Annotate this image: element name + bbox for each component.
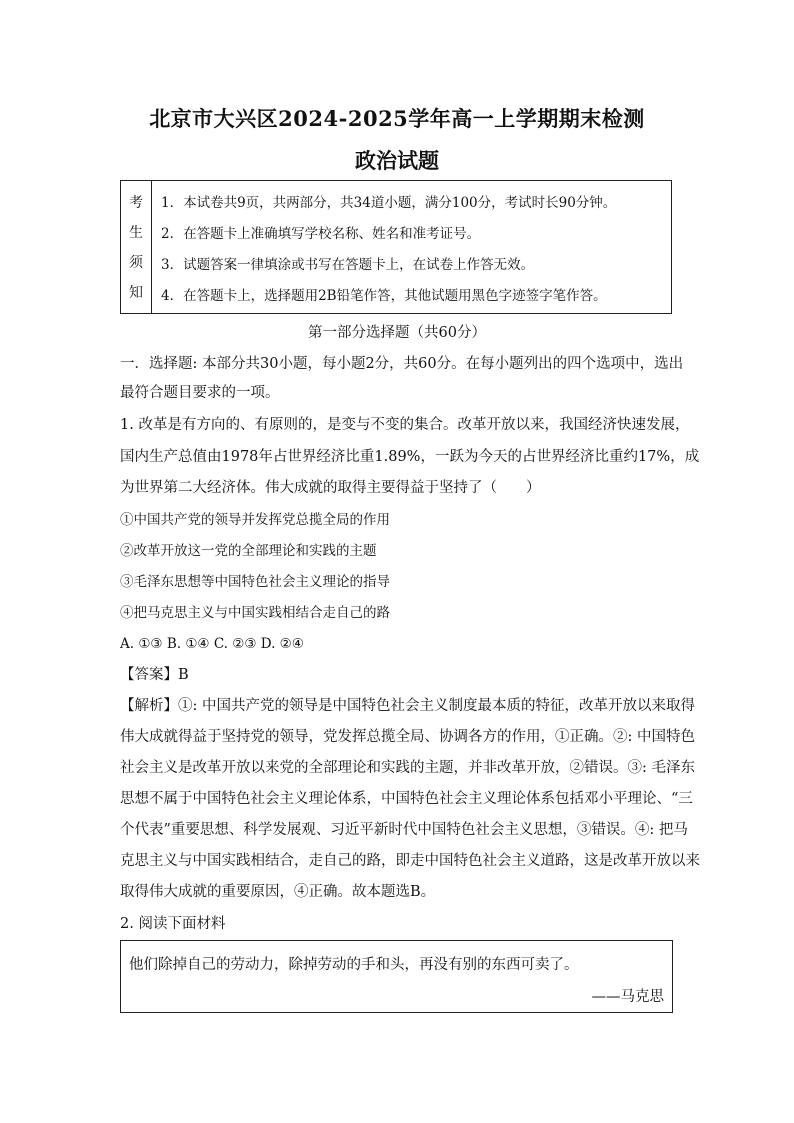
q1-statement: ④把马克思主义与中国实践相结合走自己的路 xyxy=(120,605,390,621)
q1-stem-line: 为世界第二大经济体。伟大成就的取得主要得益于坚持了（ ） xyxy=(120,480,541,496)
material-quote-text: 他们除掉自己的劳动力，除掉劳动的手和头，再没有别的东西可卖了。 xyxy=(129,957,579,973)
notice-items xyxy=(152,181,671,313)
q1-analysis-line: 个代表”重要思想、科学发展观、习近平新时代中国特色社会主义思想，③错误。④: 把马 xyxy=(120,822,688,838)
q1-statement: ②改革开放这一党的全部理论和实践的主题 xyxy=(120,543,377,559)
exam-subject: 政治试题 xyxy=(355,148,439,173)
q2-stem: 2. 阅读下面材料 xyxy=(120,916,226,932)
q1-options: A. ①③ B. ①④ C. ②③ D. ②④ xyxy=(120,636,304,652)
notice-item: 3．试题答案一律填涂或书写在答题卡上，在试卷上作答无效。 xyxy=(161,256,535,273)
notice-item: 1．本试卷共9页，共两部分，共34道小题，满分100分，考试时长90分钟。 xyxy=(161,194,617,211)
candidate-notice-box xyxy=(120,180,672,314)
notice-label-char: 知 xyxy=(129,285,143,301)
notice-label xyxy=(121,181,152,313)
q1-analysis-line: 社会主义是改革开放以来党的全部理论和实践的主题，并非改革开放，②错误。③: 毛泽东 xyxy=(120,760,695,776)
q1-analysis-line: 伟大成就得益于坚持党的领导，党发挥总揽全局、协调各方的作用，①正确。②: 中国特色 xyxy=(120,729,695,745)
q1-stem-line: 国内生产总值由1978年占世界经济比重1.89%，一跃为今天的占世界经济比重约17%，成 xyxy=(120,449,700,465)
notice-label-char: 须 xyxy=(129,255,143,271)
q1-analysis-line: 克思主义与中国实践相结合，走自己的路，即走中国特色社会主义道路，这是改革开放以来 xyxy=(120,853,700,869)
q1-analysis-line: 取得伟大成就的重要原因，④正确。故本题选B。 xyxy=(120,884,436,900)
material-quote-author: ——马克思 xyxy=(591,989,664,1005)
notice-item: 4．在答题卡上，选择题用2B铅笔作答，其他试题用黑色字迹签字笔作答。 xyxy=(161,287,607,304)
q1-analysis-line: 【解析】①: 中国共产党的领导是中国特色社会主义制度最本质的特征，改革开放以来取得 xyxy=(120,698,695,714)
section-heading: 第一部分选择题（共60分） xyxy=(308,325,486,341)
q1-analysis-line: 思想不属于中国特色社会主义理论体系，中国特色社会主义理论体系包括邓小平理论、“三 xyxy=(120,791,693,807)
q1-answer: 【答案】B xyxy=(120,667,189,683)
material-quote-box xyxy=(120,940,673,1013)
q1-statement: ③毛泽东思想等中国特色社会主义理论的指导 xyxy=(120,574,390,590)
section-instruction-line: 一．选择题: 本部分共30小题，每小题2分，共60分。在每小题列出的四个选项中，选出 xyxy=(120,356,684,372)
notice-item: 2．在答题卡上准确填写学校名称、姓名和准考证号。 xyxy=(161,225,481,242)
q1-stem-line: 1. 改革是有方向的、有原则的，是变与不变的集合。改革开放以来，我国经济快速发展， xyxy=(120,417,690,433)
q1-statement: ①中国共产党的领导并发挥党总揽全局的作用 xyxy=(120,512,390,528)
section-instruction-line: 最符合题目要求的一项。 xyxy=(120,385,280,401)
notice-label-char: 生 xyxy=(129,225,143,241)
exam-title: 北京市大兴区2024-2025学年高一上学期期末检测 xyxy=(149,106,645,131)
notice-label-char: 考 xyxy=(129,195,143,211)
